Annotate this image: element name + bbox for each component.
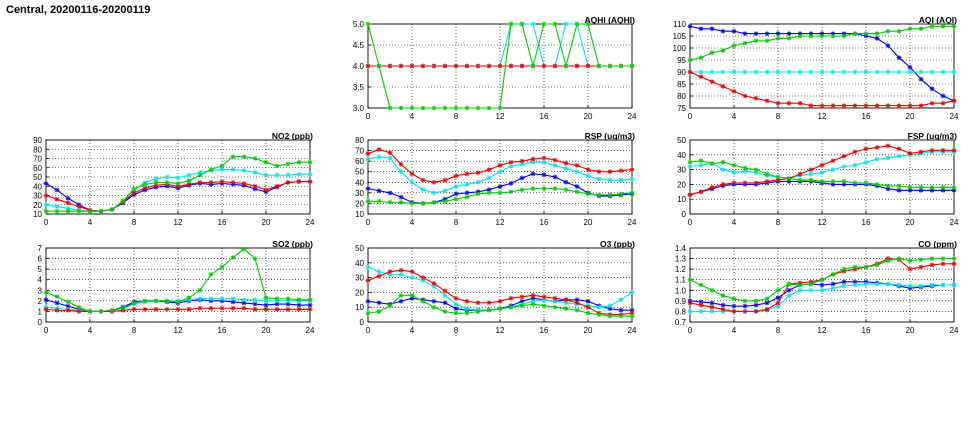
svg-text:100: 100 [672,44,686,53]
svg-text:4.0: 4.0 [352,62,364,71]
svg-text:24: 24 [949,326,959,335]
svg-text:4.5: 4.5 [352,41,364,50]
svg-text:7: 7 [37,244,42,253]
chart-title-aqi: AQI (AQI) [918,15,957,25]
svg-text:0: 0 [687,326,693,335]
svg-text:1: 1 [37,307,42,317]
svg-text:80: 80 [355,136,364,145]
svg-text:0: 0 [365,326,371,335]
svg-text:12: 12 [495,112,505,121]
chart-title-so2: SO2 (ppb) [272,239,313,249]
svg-text:16: 16 [539,112,549,121]
svg-text:0: 0 [365,218,371,227]
svg-text:0.7: 0.7 [674,318,686,327]
svg-text:90: 90 [33,136,42,145]
svg-text:5: 5 [37,265,42,275]
svg-text:24: 24 [305,218,315,227]
svg-text:60: 60 [33,163,42,173]
svg-text:40: 40 [33,182,42,192]
chart-panel-o3 [338,238,638,338]
svg-text:50: 50 [355,167,364,177]
svg-text:30: 30 [677,165,686,175]
svg-text:3.5: 3.5 [352,83,364,92]
chart-title-o3: O3 (ppb) [600,239,635,249]
chart-panel-co [660,238,960,338]
svg-text:1.4: 1.4 [674,244,686,253]
svg-text:8: 8 [131,326,137,335]
svg-text:8: 8 [775,326,781,335]
svg-text:16: 16 [861,326,871,335]
chart-title-co: CO (ppm) [918,239,957,249]
svg-text:3: 3 [37,286,42,296]
svg-text:40: 40 [355,258,364,268]
svg-text:20: 20 [261,326,271,335]
svg-text:6: 6 [37,254,42,264]
svg-text:8: 8 [131,218,137,227]
svg-text:4: 4 [731,218,737,227]
svg-text:12: 12 [817,112,827,121]
svg-text:20: 20 [33,200,42,210]
svg-text:12: 12 [817,326,827,335]
svg-text:20: 20 [583,218,593,227]
plot-area [16,130,316,230]
svg-text:60: 60 [355,157,364,167]
svg-text:4: 4 [731,326,737,335]
svg-text:24: 24 [949,112,959,121]
chart-panel-aqhi [338,14,638,124]
svg-text:8: 8 [775,112,781,121]
svg-text:1.1: 1.1 [674,275,686,285]
svg-text:1.2: 1.2 [674,265,686,275]
svg-text:12: 12 [173,218,183,227]
svg-text:40: 40 [677,150,686,160]
svg-text:20: 20 [261,218,271,227]
svg-text:0: 0 [681,210,686,219]
svg-text:0: 0 [687,218,693,227]
svg-text:50: 50 [677,136,686,145]
svg-text:8: 8 [775,218,781,227]
svg-text:0.8: 0.8 [674,307,686,317]
svg-text:4: 4 [37,275,42,285]
svg-text:4: 4 [731,112,737,121]
svg-text:0: 0 [365,112,371,121]
svg-text:8: 8 [453,326,459,335]
svg-text:12: 12 [495,218,505,227]
svg-text:20: 20 [355,288,364,298]
svg-text:20: 20 [905,218,915,227]
plot-area [338,238,638,338]
chart-panel-no2 [16,130,316,230]
svg-text:85: 85 [677,80,686,89]
svg-text:4: 4 [409,326,415,335]
svg-text:16: 16 [539,218,549,227]
svg-text:1.0: 1.0 [674,286,686,296]
svg-text:24: 24 [627,218,637,227]
svg-text:30: 30 [355,188,364,198]
svg-text:10: 10 [355,303,364,313]
svg-text:80: 80 [677,92,686,101]
svg-text:20: 20 [905,326,915,335]
svg-text:50: 50 [33,173,42,182]
svg-text:0: 0 [43,218,49,227]
plot-area [16,238,316,338]
svg-text:70: 70 [33,154,42,164]
svg-text:30: 30 [33,191,42,201]
svg-text:1.3: 1.3 [674,254,686,264]
svg-text:110: 110 [673,20,686,29]
svg-text:16: 16 [861,218,871,227]
svg-text:50: 50 [355,244,364,253]
svg-text:16: 16 [539,326,549,335]
svg-text:24: 24 [627,326,637,335]
svg-text:0: 0 [43,326,49,335]
svg-text:5.0: 5.0 [352,20,364,29]
chart-title-fsp: FSP (ug/m3) [907,131,957,141]
svg-text:4: 4 [87,326,93,335]
svg-text:24: 24 [949,218,959,227]
chart-panel-so2 [16,238,316,338]
svg-text:4: 4 [409,112,415,121]
svg-text:12: 12 [495,326,505,335]
svg-text:3.0: 3.0 [352,104,364,113]
svg-text:8: 8 [453,218,459,227]
plot-area [338,14,638,124]
svg-text:12: 12 [173,326,183,335]
plot-area [338,130,638,230]
svg-text:10: 10 [33,210,42,219]
svg-text:24: 24 [627,112,637,121]
svg-text:24: 24 [305,326,315,335]
svg-text:8: 8 [453,112,459,121]
chart-title-aqhi: AQHI (AQHI) [584,15,635,25]
svg-text:16: 16 [861,112,871,121]
svg-text:75: 75 [677,104,686,113]
svg-text:40: 40 [355,178,364,188]
page-title: Central, 20200116-20200119 [6,4,151,16]
svg-text:80: 80 [33,145,42,155]
svg-text:0.9: 0.9 [674,296,686,306]
svg-text:4: 4 [409,218,415,227]
svg-text:20: 20 [677,180,686,190]
svg-text:30: 30 [355,273,364,283]
plot-area [660,130,960,230]
svg-text:20: 20 [905,112,915,121]
svg-text:90: 90 [677,68,686,77]
svg-text:95: 95 [677,56,686,65]
svg-text:2: 2 [37,296,42,306]
svg-text:16: 16 [217,218,227,227]
svg-text:105: 105 [672,32,686,41]
plot-area [660,14,960,124]
chart-title-rsp: RSP (ug/m3) [584,131,635,141]
svg-text:10: 10 [677,195,686,205]
chart-panel-rsp [338,130,638,230]
plot-area [660,238,960,338]
chart-title-no2: NO2 (ppb) [271,131,313,141]
svg-text:20: 20 [583,326,593,335]
svg-text:12: 12 [817,218,827,227]
svg-text:0: 0 [37,318,42,327]
chart-panel-aqi [660,14,960,124]
svg-text:20: 20 [355,199,364,209]
svg-text:0: 0 [687,112,693,121]
svg-text:70: 70 [355,146,364,156]
svg-text:4: 4 [87,218,93,227]
svg-text:10: 10 [355,210,364,219]
svg-text:0: 0 [359,318,364,327]
svg-text:16: 16 [217,326,227,335]
svg-text:20: 20 [583,112,593,121]
chart-panel-fsp [660,130,960,230]
